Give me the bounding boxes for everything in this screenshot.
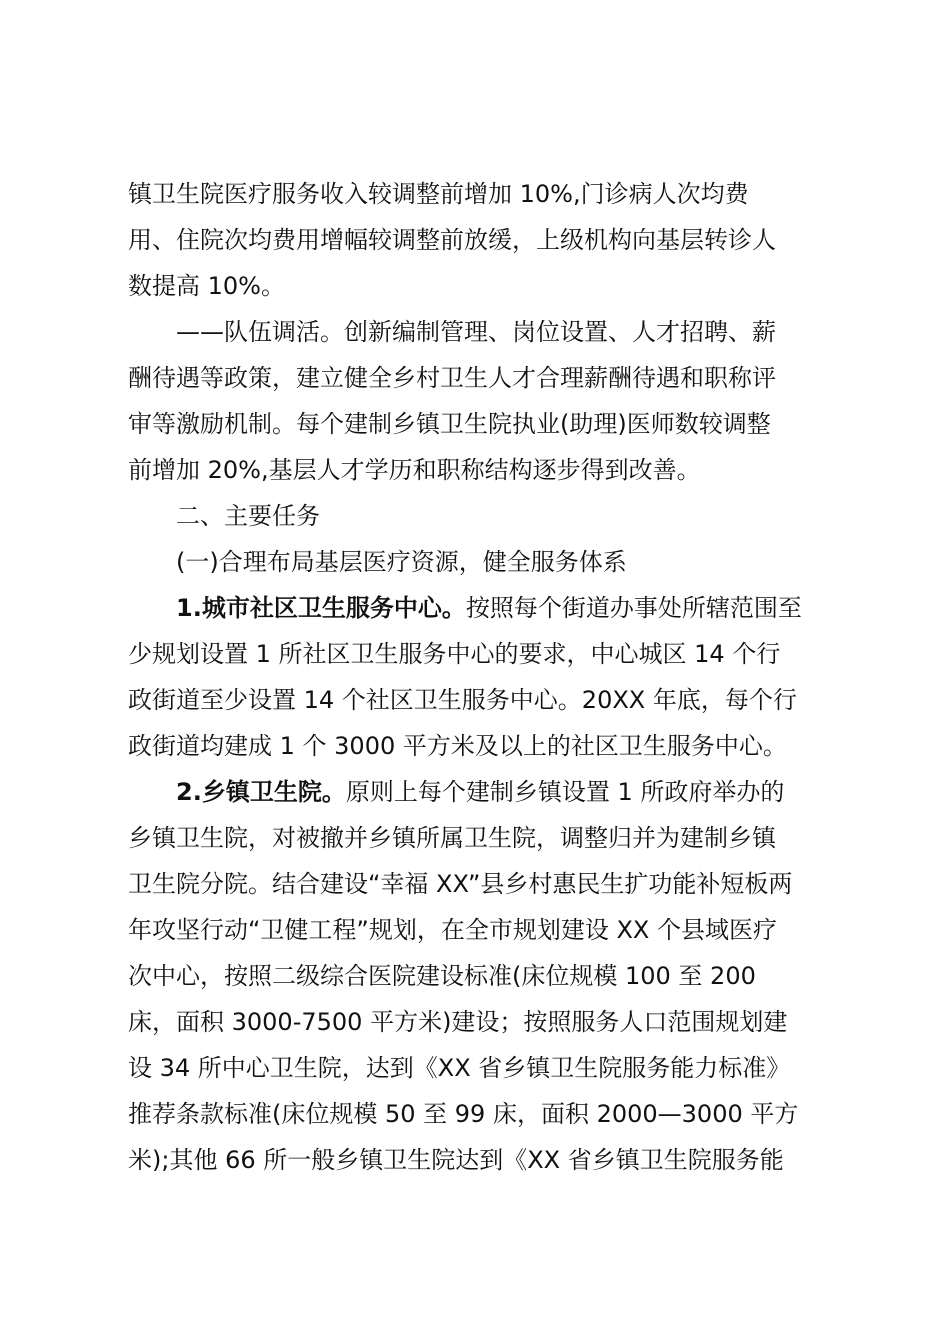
line-text: 少规划设置 1 所社区卫生服务中心的要求，中心城区 14 个行 [128, 640, 781, 668]
line-text: 原则上每个建制乡镇设置 1 所政府举办的 [345, 778, 785, 806]
line-text: 按照每个街道办事处所辖范围至 [465, 594, 802, 622]
text-line [128, 1094, 798, 1134]
item-title: 1.城市社区卫生服务中心。 [176, 594, 466, 622]
section-heading [176, 496, 320, 536]
line-text: 设 34 所中心卫生院，达到《XX 省乡镇卫生院服务能力标准》 [128, 1054, 791, 1082]
line-text: 年攻坚行动“卫健工程”规划，在全市规划建设 XX 个县域医疗 [128, 916, 778, 944]
item-title: 2.乡镇卫生院。 [176, 778, 346, 806]
paragraph-first-line [176, 772, 784, 812]
subsection-heading [176, 542, 627, 582]
text-line [128, 174, 749, 214]
text-line [128, 956, 756, 996]
line-text: 酬待遇等政策，建立健全乡村卫生人才合理薪酬待遇和职称评 [128, 364, 776, 392]
text-line [128, 450, 701, 490]
line-text: 米);其他 66 所一般乡镇卫生院达到《XX 省乡镇卫生院服务能 [128, 1146, 784, 1174]
line-text: 乡镇卫生院，对被撤并乡镇所属卫生院，调整归并为建制乡镇 [128, 824, 776, 852]
text-line [128, 266, 285, 306]
line-text: 床，面积 3000-7500 平方米)建设；按照服务人口范围规划建 [128, 1008, 788, 1036]
line-text: ——队伍调活。创新编制管理、岗位设置、人才招聘、薪 [176, 318, 776, 346]
heading-text: 二、主要任务 [176, 502, 320, 530]
text-line [128, 818, 776, 858]
line-text: 用、住院次均费用增幅较调整前放缓，上级机构向基层转诊人 [128, 226, 776, 254]
line-text: 前增加 20%,基层人才学历和职称结构逐步得到改善。 [128, 456, 701, 484]
text-line [128, 1140, 784, 1180]
text-line [128, 220, 776, 260]
text-line [128, 634, 780, 674]
line-text: 推荐条款标准(床位规模 50 至 99 床，面积 2000—3000 平方 [128, 1100, 799, 1128]
text-line [128, 1002, 787, 1042]
text-line [128, 864, 792, 904]
paragraph-first-line [176, 588, 802, 628]
line-text: 审等激励机制。每个建制乡镇卫生院执业(助理)医师数较调整 [128, 410, 771, 438]
line-text: 卫生院分院。结合建设“幸福 XX”县乡村惠民生扩功能补短板两 [128, 870, 793, 898]
heading-text: (一)合理布局基层医疗资源，健全服务体系 [176, 548, 627, 576]
line-text: 数提高 10%。 [128, 272, 285, 300]
text-line [128, 910, 777, 950]
text-line [128, 358, 776, 398]
text-line [128, 404, 771, 444]
text-line [128, 680, 797, 720]
line-text: 政街道均建成 1 个 3000 平方米及以上的社区卫生服务中心。 [128, 732, 787, 760]
line-text: 次中心，按照二级综合医院建设标准(床位规模 100 至 200 [128, 962, 756, 990]
line-text: 政街道至少设置 14 个社区卫生服务中心。20XX 年底，每个行 [128, 686, 797, 714]
line-text: 镇卫生院医疗服务收入较调整前增加 10%,门诊病人次均费 [128, 180, 749, 208]
text-line [128, 1048, 790, 1088]
paragraph-first-line [176, 312, 776, 352]
text-line [128, 726, 787, 766]
